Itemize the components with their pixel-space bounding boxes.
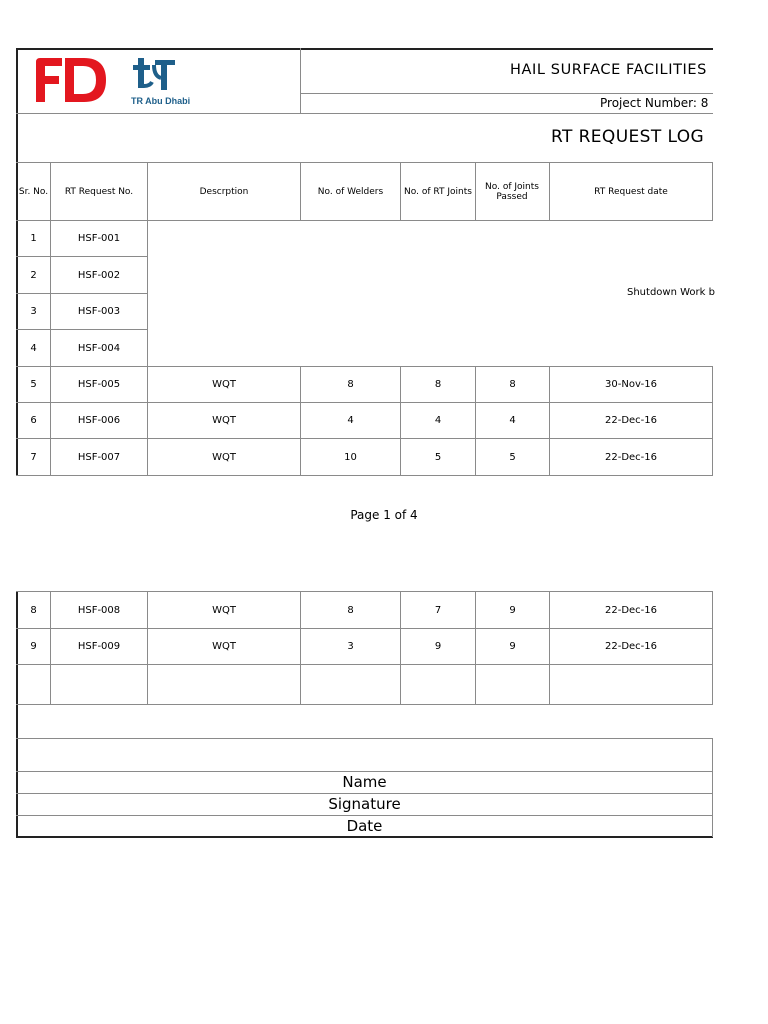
shutdown-note: Shutdown Work b — [627, 287, 715, 298]
description-cell: WQT — [212, 379, 236, 390]
header-top-border — [16, 48, 713, 50]
welders-cell: 4 — [347, 415, 354, 426]
grid-line — [16, 664, 713, 665]
col-header-request-no: RT Request No. — [64, 186, 134, 197]
log-title: RT REQUEST LOG — [551, 127, 705, 147]
sr-no-cell: 1 — [30, 233, 37, 244]
joints-passed-cell: 9 — [509, 641, 516, 652]
request-date-cell: 22-Dec-16 — [604, 451, 658, 463]
request-no-cell: HSF-002 — [77, 269, 121, 281]
request-no-cell: HSF-005 — [77, 379, 121, 390]
grid-line — [712, 738, 713, 837]
col-header-welders: No. of Welders — [317, 186, 384, 197]
grid-line — [16, 704, 713, 705]
request-date-cell: 30-Nov-16 — [605, 379, 657, 390]
col-header-description: Descrption — [199, 186, 249, 197]
grid-line — [475, 162, 476, 220]
fd-logo — [32, 56, 110, 106]
welders-cell: 8 — [347, 604, 354, 616]
grid-line — [712, 366, 713, 475]
request-no-cell: HSF-007 — [77, 451, 121, 463]
request-no-cell: HSF-006 — [77, 415, 121, 426]
request-date-cell: 22-Dec-16 — [604, 641, 658, 652]
rt-joints-cell: 5 — [434, 451, 442, 463]
header-sub-line — [300, 93, 713, 94]
signature-name-label: Name — [342, 773, 387, 791]
project-title: HAIL SURFACE FACILITIES — [510, 62, 707, 78]
signature-date-label: Date — [346, 816, 383, 835]
request-no-cell: HSF-004 — [77, 342, 121, 354]
grid-line — [16, 738, 713, 739]
col-header-request-date: RT Request date — [594, 186, 668, 197]
rt-joints-cell: 8 — [434, 379, 442, 390]
sr-no-cell: 8 — [30, 604, 37, 616]
tr-abu-dhabi-logo — [130, 56, 190, 106]
joints-passed-cell: 8 — [509, 379, 516, 390]
rt-joints-cell: 7 — [434, 604, 442, 616]
table-bottom-border — [16, 836, 713, 838]
request-date-cell: 22-Dec-16 — [604, 415, 658, 426]
tr-logo-icon — [130, 56, 180, 94]
signature-signature-label: Signature — [328, 795, 401, 813]
tr-logo-caption: TR Abu Dhabi — [131, 96, 191, 106]
description-cell: WQT — [212, 641, 236, 652]
request-no-cell: HSF-001 — [77, 233, 121, 244]
grid-line — [16, 475, 713, 476]
sr-no-cell: 7 — [30, 451, 37, 463]
joints-passed-cell: 4 — [509, 415, 516, 426]
sr-no-cell: 9 — [30, 641, 37, 652]
header-bottom-line — [16, 113, 713, 114]
joints-passed-cell: 9 — [509, 604, 516, 616]
sr-no-cell: 2 — [30, 269, 37, 281]
sr-no-cell: 5 — [30, 379, 37, 390]
description-cell: WQT — [212, 415, 236, 426]
sr-no-cell: 6 — [30, 415, 37, 426]
grid-line — [712, 162, 713, 220]
request-no-cell: HSF-009 — [77, 641, 121, 652]
grid-line — [712, 591, 713, 704]
col-header-sr-no: Sr. No. — [18, 186, 49, 197]
description-cell: WQT — [212, 451, 236, 463]
welders-cell: 10 — [344, 451, 357, 463]
col-header-joints-passed: No. of Joints Passed — [485, 181, 539, 202]
project-number: Project Number: 8 — [600, 96, 709, 110]
col-header-rt-joints: No. of RT Joints — [404, 186, 472, 197]
sr-no-cell: 4 — [30, 342, 37, 354]
welders-cell: 8 — [347, 379, 354, 390]
description-cell: WQT — [212, 604, 236, 616]
sr-no-cell: 3 — [30, 306, 37, 317]
welders-cell: 3 — [347, 641, 354, 652]
request-date-cell: 22-Dec-16 — [604, 604, 658, 616]
rt-joints-cell: 9 — [434, 641, 442, 652]
request-no-cell: HSF-003 — [77, 306, 121, 317]
rt-joints-cell: 4 — [434, 415, 442, 426]
joints-passed-cell: 5 — [509, 451, 516, 463]
request-no-cell: HSF-008 — [77, 604, 121, 616]
page-number: Page 1 of 4 — [350, 508, 418, 522]
header-divider — [300, 48, 301, 114]
